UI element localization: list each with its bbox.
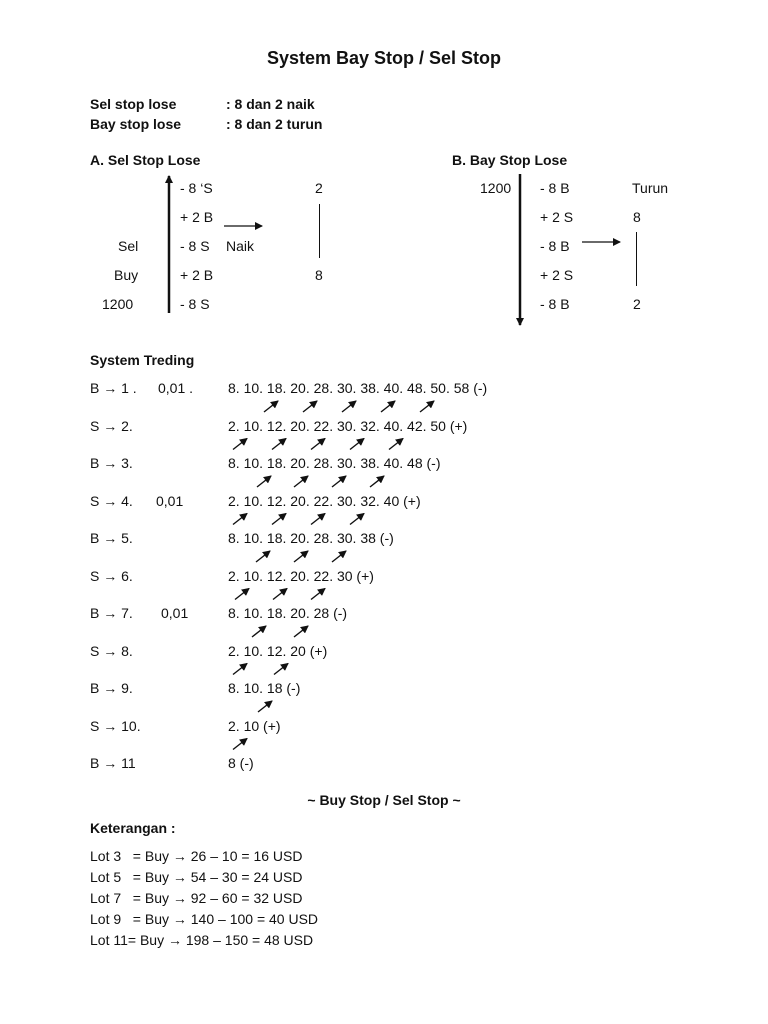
- diagonal-arrow-icon: [274, 664, 288, 675]
- trade-row-sequence: 2. 10. 12. 20. 22. 30 (+): [228, 567, 374, 584]
- diagonal-arrow-icon: [264, 401, 278, 412]
- diagonal-arrow-icon: [311, 589, 325, 600]
- bay-price: 1200: [480, 180, 512, 196]
- trade-row-sequence: 2. 10. 12. 20. 22. 30. 32. 40 (+): [228, 492, 421, 509]
- trade-row-label: B → 3.: [90, 455, 133, 471]
- bay-step: - 8 B: [540, 180, 570, 196]
- trade-row-label: B → 1 .: [90, 380, 137, 396]
- trade-row-sequence: 8 (-): [228, 755, 254, 771]
- keterangan-line: Lot 9 = Buy → 140 – 100 = 40 USD: [90, 911, 319, 927]
- diagonal-arrow-icon: [233, 514, 247, 525]
- keterangan-line: Lot 7 = Buy → 92 – 60 = 32 USD: [90, 890, 303, 906]
- diagonal-arrow-icon: [342, 401, 356, 412]
- rule-bay-value: : 8 dan 2 turun: [226, 116, 323, 132]
- trade-row-sequence: 8. 10. 18. 20. 28. 30. 38 (-): [228, 530, 394, 546]
- diagonal-arrow-icon: [233, 739, 247, 750]
- diagonal-arrow-icon: [294, 476, 308, 487]
- page-title: System Bay Stop / Sel Stop: [266, 48, 502, 68]
- trade-row-label: S → 4.: [90, 492, 133, 509]
- sel-bottom-value: 8: [315, 267, 323, 283]
- diagonal-arrow-icon: [381, 401, 395, 412]
- trade-row-label: B → 9.: [90, 680, 133, 696]
- trade-row-sequence: 2. 10. 12. 20 (+): [228, 642, 328, 659]
- keterangan-line: Lot 5 = Buy → 54 – 30 = 24 USD: [90, 869, 303, 885]
- turun-label: Turun: [632, 180, 669, 196]
- diagonal-arrow-icon: [273, 589, 287, 600]
- trade-row-sequence: 2. 10. 12. 20. 22. 30. 32. 40. 42. 50 (+): [228, 417, 468, 434]
- trade-row-sequence: 8. 10. 18. 20. 28 (-): [228, 605, 348, 621]
- rule-sel-label: Sel stop lose: [90, 96, 177, 112]
- side-label-buy: Buy: [114, 267, 139, 283]
- trade-row-sequence: 2. 10 (+): [228, 717, 281, 734]
- diagonal-arrow-icon: [420, 401, 434, 412]
- diagonal-arrow-icon: [294, 551, 308, 562]
- footer-title: ~ Buy Stop / Sel Stop ~: [307, 792, 461, 808]
- diagonal-arrow-icon: [272, 439, 286, 450]
- side-label-price: 1200: [102, 296, 134, 312]
- diagonal-arrow-icon: [256, 551, 270, 562]
- bay-step: - 8 B: [540, 296, 570, 312]
- bay-stop-heading: B. Bay Stop Lose: [452, 152, 568, 168]
- diagonal-arrow-icon: [272, 514, 286, 525]
- diagonal-arrow-icon: [303, 401, 317, 412]
- trade-row-sequence: 8. 10. 18. 20. 28. 30. 38. 40. 48 (-): [228, 455, 441, 471]
- trade-row-lot: 0,01: [156, 492, 184, 509]
- trade-row-label: B → 11: [90, 755, 136, 771]
- trade-row-lot: 0,01 .: [158, 380, 194, 396]
- trade-row-label: S → 10.: [90, 717, 141, 734]
- rule-sel-value: : 8 dan 2 naik: [226, 96, 315, 112]
- sel-step: + 2 B: [180, 209, 214, 225]
- rule-bay-label: Bay stop lose: [90, 116, 182, 132]
- diagonal-arrow-icon: [233, 439, 247, 450]
- side-label-sel: Sel: [118, 238, 139, 254]
- sel-stop-heading: A. Sel Stop Lose: [90, 152, 201, 168]
- trade-row-label: S → 6.: [90, 567, 133, 584]
- bay-top-value: 8: [633, 209, 641, 225]
- diagonal-arrow-icon: [370, 476, 384, 487]
- sel-top-value: 2: [315, 180, 323, 196]
- naik-label: Naik: [226, 238, 255, 254]
- system-heading: System Treding: [90, 352, 195, 368]
- diagonal-arrow-icon: [350, 514, 364, 525]
- diagonal-arrow-icon: [258, 701, 272, 712]
- diagonal-arrow-icon: [235, 589, 249, 600]
- diagonal-arrow-icon: [294, 626, 308, 637]
- bay-step: + 2 S: [540, 209, 574, 225]
- keterangan-line: Lot 11= Buy → 198 – 150 = 48 USD: [90, 932, 314, 948]
- trade-row-label: B → 7.: [90, 605, 133, 621]
- trade-row-label: S → 2.: [90, 417, 133, 434]
- bay-step: + 2 S: [540, 267, 574, 283]
- trade-row-lot: 0,01: [161, 605, 189, 621]
- sel-step: - 8 ‘S: [180, 180, 213, 196]
- sel-step: - 8 S: [180, 238, 210, 254]
- diagonal-arrow-icon: [389, 439, 403, 450]
- diagonal-arrow-icon: [311, 439, 325, 450]
- diagonal-arrow-icon: [332, 551, 346, 562]
- diagonal-arrow-icon: [350, 439, 364, 450]
- bay-bottom-value: 2: [633, 296, 641, 312]
- keterangan-line: Lot 3 = Buy → 26 – 10 = 16 USD: [90, 848, 303, 864]
- trade-row-label: S → 8.: [90, 642, 133, 659]
- diagonal-arrow-icon: [233, 664, 247, 675]
- sel-step: - 8 S: [180, 296, 210, 312]
- diagonal-arrow-icon: [257, 476, 271, 487]
- trade-row-label: B → 5.: [90, 530, 133, 546]
- trade-row-sequence: 8. 10. 18. 20. 28. 30. 38. 40. 48. 50. 58 (-): [228, 380, 488, 396]
- diagonal-arrow-icon: [311, 514, 325, 525]
- diagonal-arrow-icon: [252, 626, 266, 637]
- sel-step: + 2 B: [180, 267, 214, 283]
- bay-step: - 8 B: [540, 238, 570, 254]
- trade-row-sequence: 8. 10. 18 (-): [228, 680, 301, 696]
- keterangan-heading: Keterangan :: [90, 820, 176, 836]
- diagonal-arrow-icon: [332, 476, 346, 487]
